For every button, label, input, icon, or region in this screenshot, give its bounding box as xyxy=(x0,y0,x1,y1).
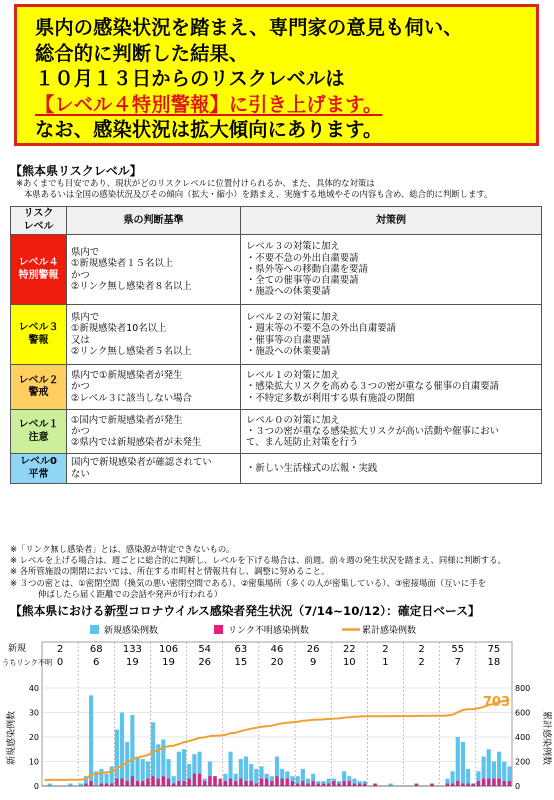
criteria-line: 又は xyxy=(71,334,90,346)
right-tick-label: 200 xyxy=(515,757,531,767)
level-2-actions xyxy=(241,365,542,410)
criteria-line: ②リンク無し感染者８名以上 xyxy=(71,280,192,292)
daily-new-bar xyxy=(182,749,186,786)
legend-swatch-1 xyxy=(214,625,223,634)
footnote: ※「リンク無し感染者」とは、感染源が特定できないもの。 xyxy=(10,544,235,554)
chart-title: 【熊本県における新型コロナウイルス感染者発生状況（7/14~10/12）：確定日ベース】 xyxy=(10,604,480,618)
daily-unlinked-bar xyxy=(115,779,118,786)
daily-unlinked-bar xyxy=(141,781,144,786)
daily-unlinked-bar xyxy=(157,779,160,786)
level-2-name: レベル２ xyxy=(18,374,59,386)
action-line: レベル２の対策に加え xyxy=(246,312,340,324)
daily-new-bar xyxy=(89,695,93,786)
headline-line-3: １０月１３日からのリスクレベルは xyxy=(35,67,345,90)
level-1-actions xyxy=(241,410,542,454)
action-line: ・催事等の自粛要請 xyxy=(246,334,331,346)
daily-new-bar xyxy=(99,769,103,786)
action-line: ・不特定多数が利用する県有施設の閉館 xyxy=(246,392,415,404)
left-tick-label: 30 xyxy=(28,708,39,718)
week-unlinked-count: 26 xyxy=(198,657,212,668)
action-line: ・感染拡大リスクを高める３つの密が重なる催事の自粛要請 xyxy=(246,381,499,393)
week-new-count: 22 xyxy=(342,644,356,655)
daily-new-bar xyxy=(177,752,181,786)
right-tick-label: 600 xyxy=(515,708,531,718)
daily-new-bar xyxy=(110,766,114,786)
level-0-name: レベル0 xyxy=(20,456,57,467)
level-1-cell xyxy=(11,410,67,454)
week-new-count: 75 xyxy=(487,644,501,655)
daily-unlinked-bar xyxy=(208,776,211,786)
daily-unlinked-bar xyxy=(193,774,196,786)
daily-unlinked-bar xyxy=(456,781,459,786)
daily-new-bar xyxy=(115,730,119,786)
daily-unlinked-bar xyxy=(234,781,237,786)
daily-unlinked-bar xyxy=(244,781,247,786)
week-new-count: 2 xyxy=(418,644,425,655)
action-line: ・全ての催事等の自粛要請 xyxy=(246,275,359,287)
daily-unlinked-bar xyxy=(503,781,506,786)
right-tick-label: 0 xyxy=(515,782,521,791)
level-1-criteria xyxy=(67,410,241,454)
cases-chart xyxy=(0,620,554,800)
level-0-actions xyxy=(241,454,542,484)
daily-unlinked-bar xyxy=(219,779,222,786)
headline-line-5: なお、感染状況は拡大傾向にあります。 xyxy=(35,118,383,141)
week-new-count: 68 xyxy=(89,644,103,655)
level-3-criteria xyxy=(67,305,241,365)
header-risk-level-line-2: レベル xyxy=(23,220,54,232)
daily-unlinked-bar xyxy=(167,779,170,786)
row-label-new: 新規 xyxy=(8,644,27,654)
row-label-unlinked: うちリンク不明 xyxy=(2,658,53,667)
daily-unlinked-bar xyxy=(260,779,263,786)
daily-unlinked-bar xyxy=(146,779,149,786)
week-new-count: 2 xyxy=(56,644,64,655)
action-line: ・施設への休業要請 xyxy=(246,286,331,298)
level-3-name: レベル３ xyxy=(18,322,59,333)
daily-unlinked-bar xyxy=(136,781,139,786)
daily-unlinked-bar xyxy=(286,779,289,786)
level-1-label: 注意 xyxy=(28,431,49,443)
headline-line-2: 総合的に判断した結果、 xyxy=(35,41,249,65)
criteria-line: かつ xyxy=(71,425,90,437)
level-4-cell xyxy=(11,235,67,305)
week-new-count: 2 xyxy=(382,644,389,655)
daily-unlinked-bar xyxy=(250,781,253,786)
action-line: ・週末等の不要不急の外出自粛要請 xyxy=(246,323,397,335)
daily-unlinked-bar xyxy=(270,781,273,786)
daily-unlinked-bar xyxy=(477,781,480,786)
daily-unlinked-bar xyxy=(265,779,268,786)
week-new-count: 26 xyxy=(306,644,320,655)
daily-unlinked-bar xyxy=(482,779,485,786)
week-unlinked-count: 15 xyxy=(234,657,248,668)
criteria-line: 県内で xyxy=(71,312,100,324)
criteria-line: ②県内では新規感染者が未発生 xyxy=(71,437,202,449)
level-2-label: 警戒 xyxy=(28,387,49,398)
risk-table-header-row xyxy=(11,207,542,235)
action-line: レベル１の対策に加え xyxy=(246,370,340,382)
week-new-count: 46 xyxy=(270,644,284,655)
level-4-label: 特別警報 xyxy=(18,269,59,281)
risk-note xyxy=(16,178,493,200)
action-line: レベル０の対策に加え xyxy=(246,414,340,426)
level-0-label: 平常 xyxy=(28,468,49,480)
action-line: て、まん延防止対策を行う xyxy=(246,437,359,449)
action-line: レベル３の対策に加え xyxy=(246,241,340,253)
daily-unlinked-bar xyxy=(498,779,501,786)
criteria-line: かつ xyxy=(71,269,90,281)
risk-row-level-0 xyxy=(11,454,542,484)
risk-row-level-4 xyxy=(11,235,542,305)
daily-unlinked-bar xyxy=(151,776,154,786)
right-tick-label: 400 xyxy=(515,733,531,742)
daily-unlinked-bar xyxy=(182,781,185,786)
action-line: ・新しい生活様式の広報・実践 xyxy=(246,462,378,474)
criteria-line: 国内で新規感染者が確認されてい xyxy=(71,457,212,469)
week-unlinked-count: 0 xyxy=(56,657,64,668)
footnote: ※ ３つの密とは、①密閉空間（換気の悪い密閉空間である）、②密集場所（多くの人が密集している）、③密接場面（互いに手を xyxy=(10,577,487,588)
level-3-actions xyxy=(241,305,542,365)
level-0-criteria xyxy=(67,454,241,484)
legend-swatch-0 xyxy=(90,625,99,634)
daily-new-bar xyxy=(130,715,134,786)
daily-new-bar xyxy=(461,742,465,786)
week-unlinked-count: 1 xyxy=(382,657,389,668)
week-unlinked-count: 18 xyxy=(487,657,501,668)
week-unlinked-count: 19 xyxy=(126,657,139,668)
left-tick-label: 10 xyxy=(28,757,39,767)
header-criteria: 県の判断基準 xyxy=(67,207,241,235)
daily-unlinked-bar xyxy=(348,781,351,786)
daily-unlinked-bar xyxy=(121,779,124,786)
daily-unlinked-bar xyxy=(213,776,216,786)
daily-unlinked-bar xyxy=(291,781,294,786)
level-1-name: レベル１ xyxy=(18,419,59,430)
week-unlinked-count: 9 xyxy=(309,657,317,668)
daily-unlinked-bar xyxy=(239,779,242,786)
right-axis-title: 累計感染例数 xyxy=(541,710,551,766)
risk-footnotes xyxy=(10,544,506,600)
header-risk-level xyxy=(11,207,67,235)
footnote: 伸ばしたら届く距離での会話や発声が行われる） xyxy=(38,588,223,599)
daily-unlinked-bar xyxy=(131,776,134,786)
daily-unlinked-bar xyxy=(224,781,227,786)
action-line: ・３つの密が重なる感染拡大リスクが高い活動や催事におい xyxy=(246,425,499,437)
legend-label-1: リンク不明感染例数 xyxy=(228,626,309,636)
risk-note-line-1: ※あくまでも目安であり、現状がどのリスクレベルに位置付けられるか、また、具体的な対策は xyxy=(16,178,375,188)
daily-new-bar xyxy=(466,769,470,786)
right-tick-label: 800 xyxy=(515,684,531,693)
criteria-line: ①新規感染者１５名以上 xyxy=(71,258,174,270)
risk-row-level-2 xyxy=(11,365,542,410)
daily-unlinked-bar xyxy=(301,781,304,786)
daily-unlinked-bar xyxy=(343,781,346,786)
headline-box xyxy=(14,4,539,146)
left-tick-label: 20 xyxy=(28,733,39,742)
week-unlinked-count: 20 xyxy=(270,657,284,668)
daily-unlinked-bar xyxy=(126,781,129,786)
daily-unlinked-bar xyxy=(203,781,206,786)
daily-unlinked-bar xyxy=(281,779,284,786)
daily-unlinked-bar xyxy=(492,779,495,786)
daily-new-bar xyxy=(254,769,258,786)
daily-unlinked-bar xyxy=(90,781,93,786)
week-unlinked-count: 19 xyxy=(162,657,175,668)
criteria-line: ない xyxy=(71,468,90,480)
risk-row-level-3 xyxy=(11,305,542,365)
footnote: ※ レベルを上げる場合は、週ごとに総合的に判断し、レベルを下げる場合は、前週、前々週の発生状況を踏まえ、同様に判断する。 xyxy=(10,555,506,566)
criteria-line: ①新規感染者10名以上 xyxy=(71,323,167,335)
week-new-count: 133 xyxy=(122,644,142,655)
daily-unlinked-bar xyxy=(312,781,315,786)
left-tick-label: 0 xyxy=(33,782,39,791)
level-0-cell xyxy=(11,454,67,484)
week-unlinked-count: 7 xyxy=(454,657,461,668)
daily-unlinked-bar xyxy=(332,781,335,786)
daily-new-bar xyxy=(456,737,460,786)
criteria-line: ②レベル３に該当しない場合 xyxy=(71,392,192,404)
cumulative-latest-label: 703 xyxy=(482,694,510,710)
daily-unlinked-bar xyxy=(198,774,201,786)
level-2-criteria xyxy=(67,365,241,410)
risk-note-line-2: 本県あるいは全国の感染状況及びその傾向（拡大・縮小）を踏まえ、実施する地域やその内容も含め、総合的に判断します。 xyxy=(24,189,493,199)
level-4-actions xyxy=(241,235,542,305)
criteria-line: かつ xyxy=(71,381,90,393)
daily-unlinked-bar xyxy=(188,779,191,786)
level-3-cell xyxy=(11,305,67,365)
risk-level-table xyxy=(10,206,542,484)
week-new-count: 63 xyxy=(234,644,248,655)
header-actions: 対策例 xyxy=(241,207,542,235)
week-new-count: 106 xyxy=(158,644,179,655)
action-line: ・不要不急の外出自粛要請 xyxy=(246,252,359,264)
level-2-cell xyxy=(11,365,67,410)
week-unlinked-count: 2 xyxy=(418,657,425,668)
headline-line-4-emphasis: 【レベル４特別警報】に引き上げます。 xyxy=(35,92,383,116)
risk-section-title: 【熊本県リスクレベル】 xyxy=(10,164,142,178)
daily-unlinked-bar xyxy=(229,779,232,786)
daily-unlinked-bar xyxy=(162,776,165,786)
daily-unlinked-bar xyxy=(275,776,278,786)
level-4-criteria xyxy=(67,235,241,305)
legend-label-2: 累計感染例数 xyxy=(362,626,417,636)
action-line: ・施設への休業要請 xyxy=(246,345,331,357)
footnote: ※ 各所管施設の開閉においては、所在する市町村と情報共有し、調整に努めること。 xyxy=(10,566,330,577)
legend-label-0: 新規感染例数 xyxy=(104,626,159,636)
left-axis-title: 新規感染例数 xyxy=(7,710,17,766)
risk-row-level-1 xyxy=(11,410,542,454)
criteria-line: ①国内で新規感染者が発生 xyxy=(71,414,183,426)
left-tick-label: 40 xyxy=(28,684,39,693)
action-line: ・県外等への移動自粛を要請 xyxy=(246,263,368,275)
daily-unlinked-bar xyxy=(508,781,511,786)
criteria-line: 県内で xyxy=(71,247,100,259)
week-unlinked-count: 6 xyxy=(93,657,100,668)
headline-line-1: 県内の感染状況を踏まえ、専門家の意見も伺い、 xyxy=(35,16,463,39)
daily-unlinked-bar xyxy=(177,781,180,786)
week-new-count: 54 xyxy=(198,644,212,655)
daily-new-bar xyxy=(120,713,124,787)
criteria-line: ②リンク無し感染者５名以上 xyxy=(71,345,192,357)
daily-unlinked-bar xyxy=(487,779,490,786)
week-unlinked-count: 10 xyxy=(342,657,356,668)
criteria-line: 県内で①新規感染者が発生 xyxy=(71,370,183,382)
header-risk-level-line-1: リスク xyxy=(23,208,54,219)
level-3-label: 警報 xyxy=(28,334,49,346)
level-4-name: レベル４ xyxy=(18,257,59,268)
week-new-count: 55 xyxy=(451,644,465,655)
